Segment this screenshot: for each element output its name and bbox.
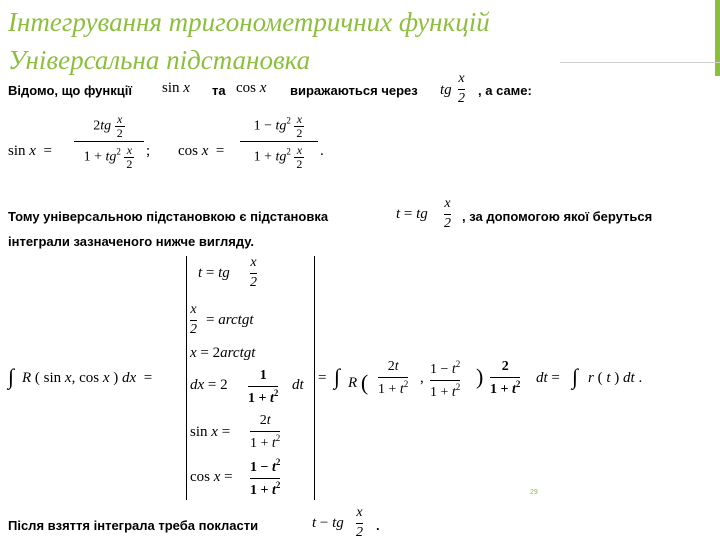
rhs-final: r ( t ) dt . bbox=[588, 370, 643, 386]
sin-formula-fraction: 2tg $\frac{x}{2}$ $1 + tg^2$ $\frac{x}{2}$ bbox=[74, 113, 144, 170]
tg-term: tg bbox=[440, 82, 452, 98]
rhs-frac-2t: 2t $1 + t^2$ bbox=[378, 359, 409, 397]
rhs-comma: , bbox=[420, 370, 424, 386]
integral-sign-right: ∫ bbox=[334, 364, 341, 389]
integral-sign-final: ∫ bbox=[572, 364, 579, 389]
rhs-frac-1mt2: $1 - t^2$ $1 + t^2$ bbox=[430, 359, 461, 400]
left-bar bbox=[186, 256, 187, 500]
rhs-R: R ( bbox=[348, 370, 369, 395]
page-number: 29 bbox=[530, 489, 538, 496]
row-sin: sin x = bbox=[190, 424, 231, 440]
intro-suffix: виражаються через bbox=[290, 83, 418, 98]
semicolon: ; bbox=[146, 143, 151, 159]
cos-formula-fraction: $1 - tg^2$ $\frac{x}{2}$ $1 + tg^2$ $\frac{x}{2}$ bbox=[240, 113, 318, 170]
row-dx-fraction: 1 $1 + t^2$ bbox=[248, 368, 279, 406]
cos-formula-lhs: cos x = bbox=[178, 143, 225, 159]
decorative-line bbox=[560, 62, 720, 63]
row-dt: dt bbox=[292, 377, 304, 393]
subst-line2: інтеграли зазначеного нижче вигляду. bbox=[8, 234, 254, 249]
integral-sign-left: ∫ bbox=[8, 364, 15, 389]
intro-prefix: Відомо, що функції bbox=[8, 83, 133, 98]
row-cos: cos x = bbox=[190, 469, 233, 485]
integrand-left: R ( sin x, cos x ) dx = bbox=[22, 370, 153, 386]
intro-mid: та bbox=[212, 83, 226, 98]
rhs-close-paren: ) bbox=[476, 364, 484, 389]
row-x: x = 2arctgt bbox=[190, 345, 256, 361]
period-1: . bbox=[320, 143, 324, 159]
x-over-2-fraction: x 2 bbox=[458, 71, 465, 106]
rhs-equals: = bbox=[318, 370, 327, 386]
subst-formula: t = tg bbox=[396, 206, 428, 222]
rhs-dt: dt = bbox=[536, 370, 560, 386]
sin-x-term: sin x bbox=[162, 80, 190, 96]
subst-prefix: Тому універсальною підстановкою є підстановка bbox=[8, 209, 329, 224]
rhs-frac-2: 2 $1 + t^2$ bbox=[490, 359, 521, 397]
row-cos-fraction: $1 - t^2$ $1 + t^2$ bbox=[250, 457, 281, 498]
slide-title-line1: Інтегрування тригонометричних функцій bbox=[8, 7, 490, 37]
row-x2-rhs: = arctgt bbox=[206, 312, 254, 328]
footer-prefix: Після взяття інтеграла треба покласти bbox=[8, 518, 259, 533]
right-bar bbox=[314, 256, 315, 500]
sin-formula-lhs: sin x = bbox=[8, 143, 52, 159]
subst-suffix: , за допомогою якої беруться bbox=[462, 209, 653, 224]
cos-x-term: cos x bbox=[236, 80, 267, 96]
accent-bar bbox=[715, 0, 720, 76]
row-t-fraction: x 2 bbox=[250, 255, 257, 290]
row-t: t = tg bbox=[198, 265, 230, 281]
footer-end: . bbox=[376, 518, 380, 533]
footer-fraction: x 2 bbox=[356, 505, 363, 540]
row-dx: dx = 2 bbox=[190, 377, 228, 393]
footer-formula: t − tg bbox=[312, 515, 344, 531]
intro-end: , а саме: bbox=[478, 83, 532, 98]
row-x2-fraction: x 2 bbox=[190, 302, 197, 337]
row-sin-fraction: 2t $1 + t^2$ bbox=[250, 413, 281, 451]
subst-fraction: x 2 bbox=[444, 196, 451, 231]
slide-title-line2: Універсальна підстановка bbox=[8, 45, 311, 75]
